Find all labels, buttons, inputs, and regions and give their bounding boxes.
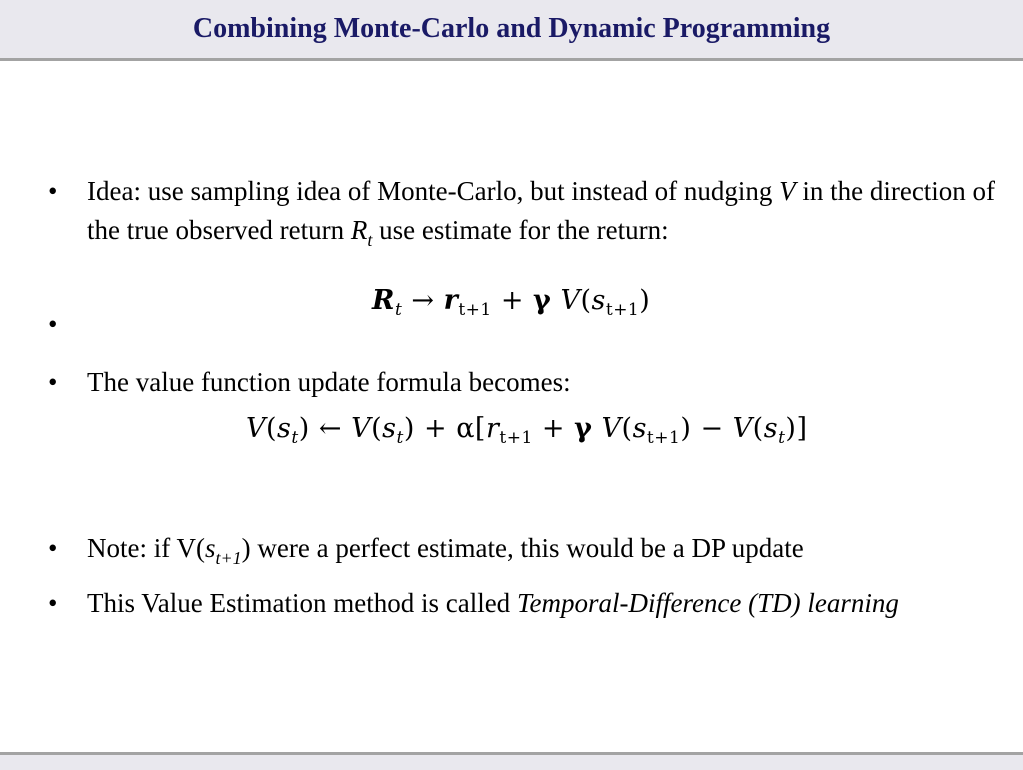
bullet-text: Note: if V(	[87, 533, 205, 563]
bullet-marker: •	[48, 176, 58, 206]
bullet-text-italic: R	[350, 215, 368, 245]
bullet-td-learning	[87, 584, 977, 623]
slide-title: Combining Monte-Carlo and Dynamic Programming	[192, 13, 831, 44]
bullet-marker-empty: •	[48, 309, 58, 339]
bullet-text: This Value Estimation method is called	[87, 588, 517, 618]
bullet-text: in the direction of the true observed return	[87, 176, 996, 245]
bullet-marker: •	[48, 367, 58, 397]
bullet-marker: •	[48, 588, 58, 618]
bullet-text: use estimate for the return:	[372, 215, 669, 245]
bullet-text-italic: s	[204, 533, 216, 563]
bullet-text: ) were a perfect estimate, this would be a DP update	[241, 533, 804, 563]
subscript: t	[367, 230, 373, 250]
bullet-text-italic: Temporal-Difference (TD) learning	[516, 588, 899, 618]
footer-bar	[0, 752, 1023, 770]
bullet-idea	[87, 172, 1007, 250]
bullet-text: Idea: use sampling idea of Monte-Carlo, but instead of nudging	[87, 176, 780, 206]
formula-td-update: $V(s_t)$ ← $V(s_t) + \alpha[r_{t+1} + \gamma$ $V(s_{t+1}) - V(s_t)$]	[246, 413, 808, 448]
title-bar	[0, 0, 1023, 61]
bullet-note	[87, 529, 1007, 568]
bullet-update-formula: The value function update formula becomes:	[87, 367, 571, 397]
subscript: t+1	[215, 548, 242, 568]
formula-return-estimate: $R_t \to r_{t+1} + \gamma$ $V(s_{t+1})$	[372, 285, 651, 320]
bullet-text-italic: V	[779, 176, 796, 206]
bullet-marker: •	[48, 533, 58, 563]
